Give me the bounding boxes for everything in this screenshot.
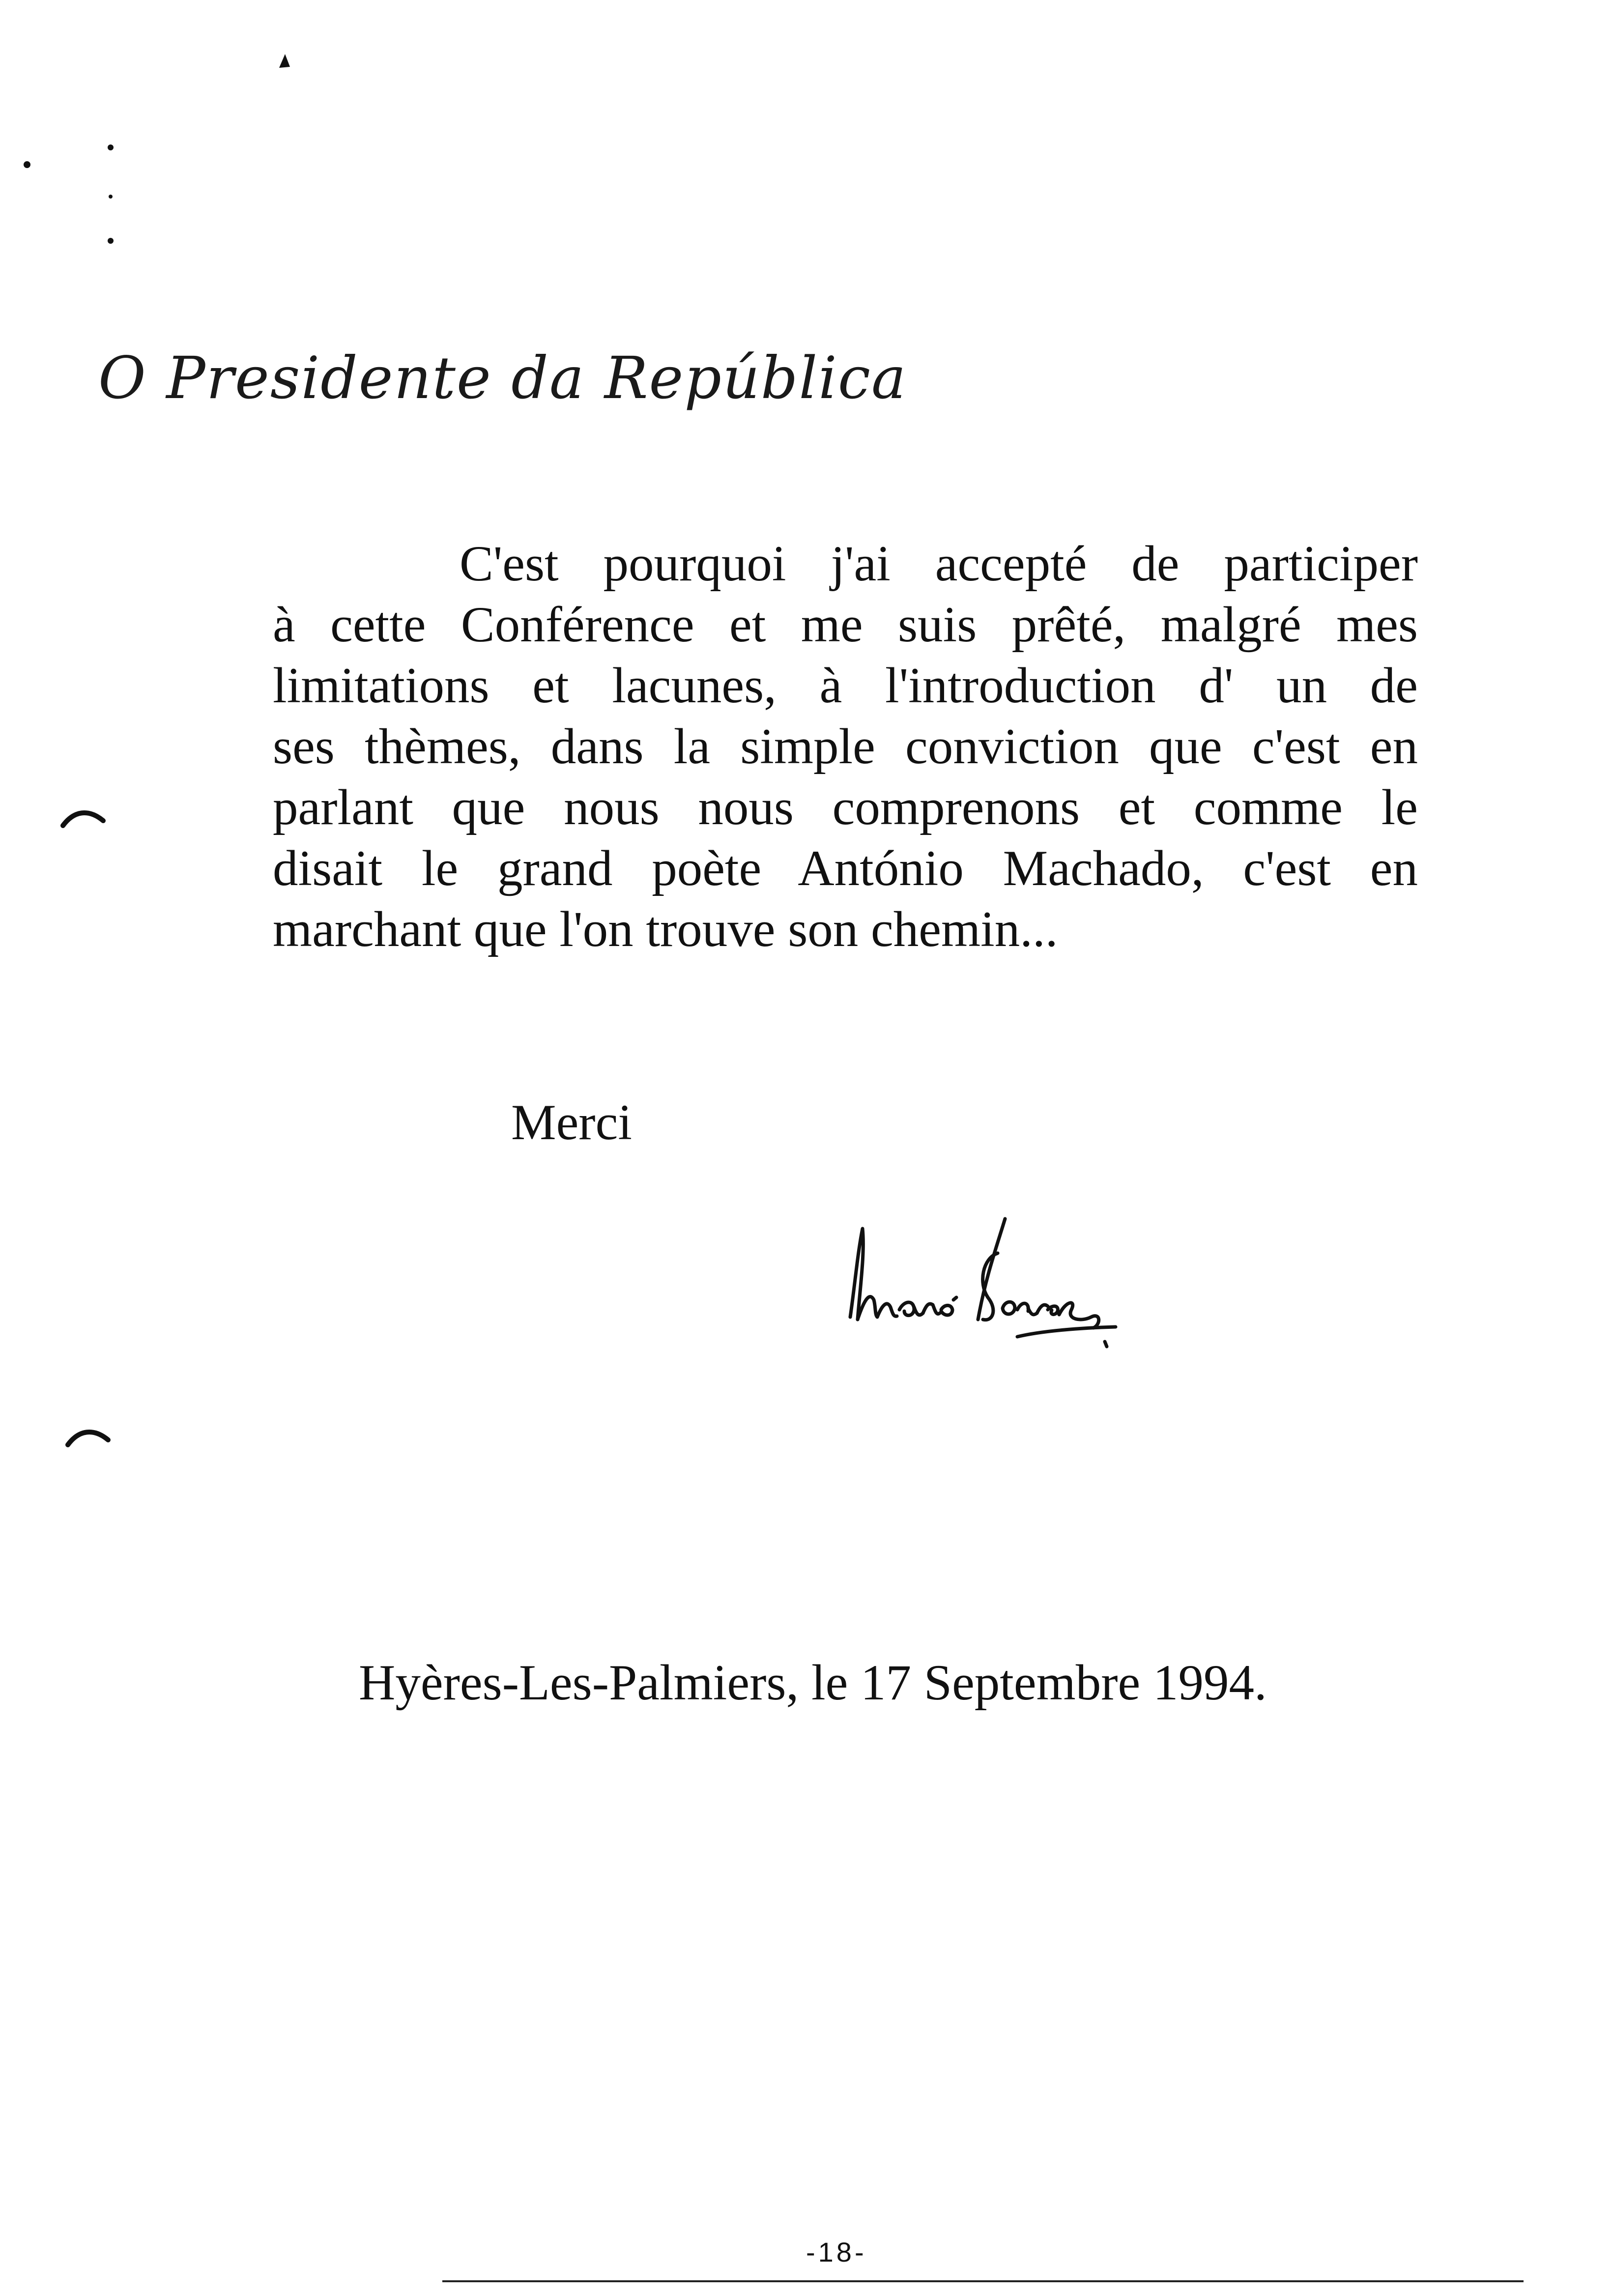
place-and-date: Hyères-Les-Palmiers, le 17 Septembre 1994. xyxy=(359,1655,1267,1711)
footer-rule xyxy=(442,2280,1524,2282)
punch-hole-mark xyxy=(59,806,108,831)
body-line: parlant que nous nous comprenons et comme le xyxy=(273,779,1418,835)
body-line: C'est pourquoi j'ai accepté de participer xyxy=(460,536,1418,592)
closing-merci: Merci xyxy=(511,1094,632,1150)
scan-speck-mark xyxy=(103,138,118,157)
scan-speck-mark xyxy=(103,231,118,251)
page-number: -18- xyxy=(806,2237,867,2267)
body-line: ses thèmes, dans la simple conviction que c'est en xyxy=(273,718,1418,775)
scan-speck-mark xyxy=(20,157,34,172)
body-paragraph xyxy=(273,533,1418,960)
body-line: disait le grand poète António Machado, c'est en xyxy=(273,840,1418,896)
body-line: limitations et lacunes, à l'introduction d' un de xyxy=(273,658,1418,714)
body-line: marchant que l'on trouve son chemin... xyxy=(273,901,1058,957)
handwritten-signature xyxy=(835,1199,1130,1376)
punch-hole-mark xyxy=(64,1425,113,1450)
scan-speck-mark xyxy=(275,49,295,74)
scan-speck-mark xyxy=(103,187,118,206)
letterhead-title: O Presidente da República xyxy=(98,344,907,412)
body-line: à cette Conférence et me suis prêté, malgré mes xyxy=(273,597,1418,653)
